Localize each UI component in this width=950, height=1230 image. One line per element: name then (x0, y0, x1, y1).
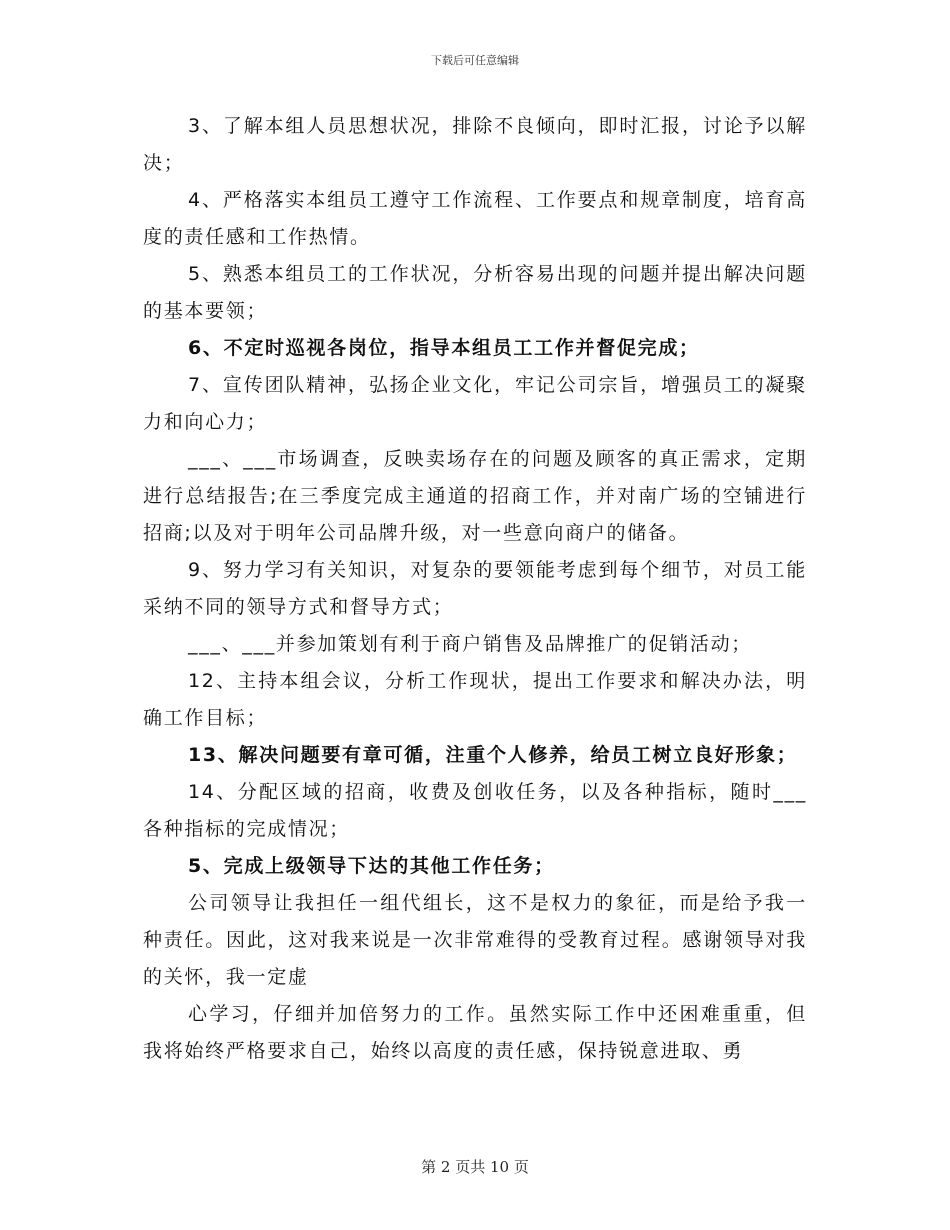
page-footer: 第 2 页共 10 页 (421, 1158, 529, 1176)
page-header: 下载后可任意编辑 (431, 54, 519, 67)
paragraph-item-7: 7、宣传团队精神，弘扬企业文化，牢记公司宗旨，增强员工的凝聚力和向心力； (143, 374, 807, 433)
paragraph-item-12: 12、主持本组会议，分析工作现状，提出工作要求和解决办法，明确工作目标； (143, 670, 807, 729)
paragraph-item-5-other: 5、完成上级领导下达的其他工作任务； (188, 855, 555, 877)
paragraph-closing-2: 心学习，仔细并加倍努力的工作。虽然实际工作中还困难重重，但我将始终严格要求自己，始终以高度的责任感，保持锐意进取、勇 (143, 1003, 807, 1062)
paragraph-item-10-11: ___、___并参加策划有利于商户销售及品牌推广的促销活动； (188, 633, 753, 655)
paragraph-item-4: 4、严格落实本组员工遵守工作流程、工作要点和规章制度，培育高度的责任感和工作热情。 (143, 189, 807, 248)
paragraph-item-8: ___、___市场调查，反映卖场存在的问题及顾客的真正需求，定期进行总结报告;在三季度完成主通道的招商工作，并对南广场的空铺进行招商;以及对于明年公司品牌升级，对一些意向商户的储备。 (143, 448, 807, 544)
paragraph-item-6: 6、不定时巡视各岗位，指导本组员工工作并督促完成； (188, 337, 700, 359)
paragraph-item-13: 13、解决问题要有章可循，注重个人修养，给员工树立良好形象； (188, 744, 798, 766)
paragraph-item-14: 14、分配区域的招商，收费及创收任务，以及各种指标，随时___各种指标的完成情况； (143, 781, 807, 840)
paragraph-item-9: 9、努力学习有关知识，对复杂的要领能考虑到每个细节，对员工能采纳不同的领导方式和督导方式； (143, 559, 807, 618)
paragraph-closing-1: 公司领导让我担任一组代组长，这不是权力的象征，而是给予我一种责任。因此，这对我来说是一次非常难得的受教育过程。感谢领导对我的关怀，我一定虚 (143, 892, 807, 988)
document-body (143, 108, 807, 1070)
paragraph-item-3: 3、了解本组人员思想状况，排除不良倾向，即时汇报，讨论予以解决； (143, 115, 807, 174)
paragraph-item-5: 5、熟悉本组员工的工作状况，分析容易出现的问题并提出解决问题的基本要领； (143, 263, 807, 322)
